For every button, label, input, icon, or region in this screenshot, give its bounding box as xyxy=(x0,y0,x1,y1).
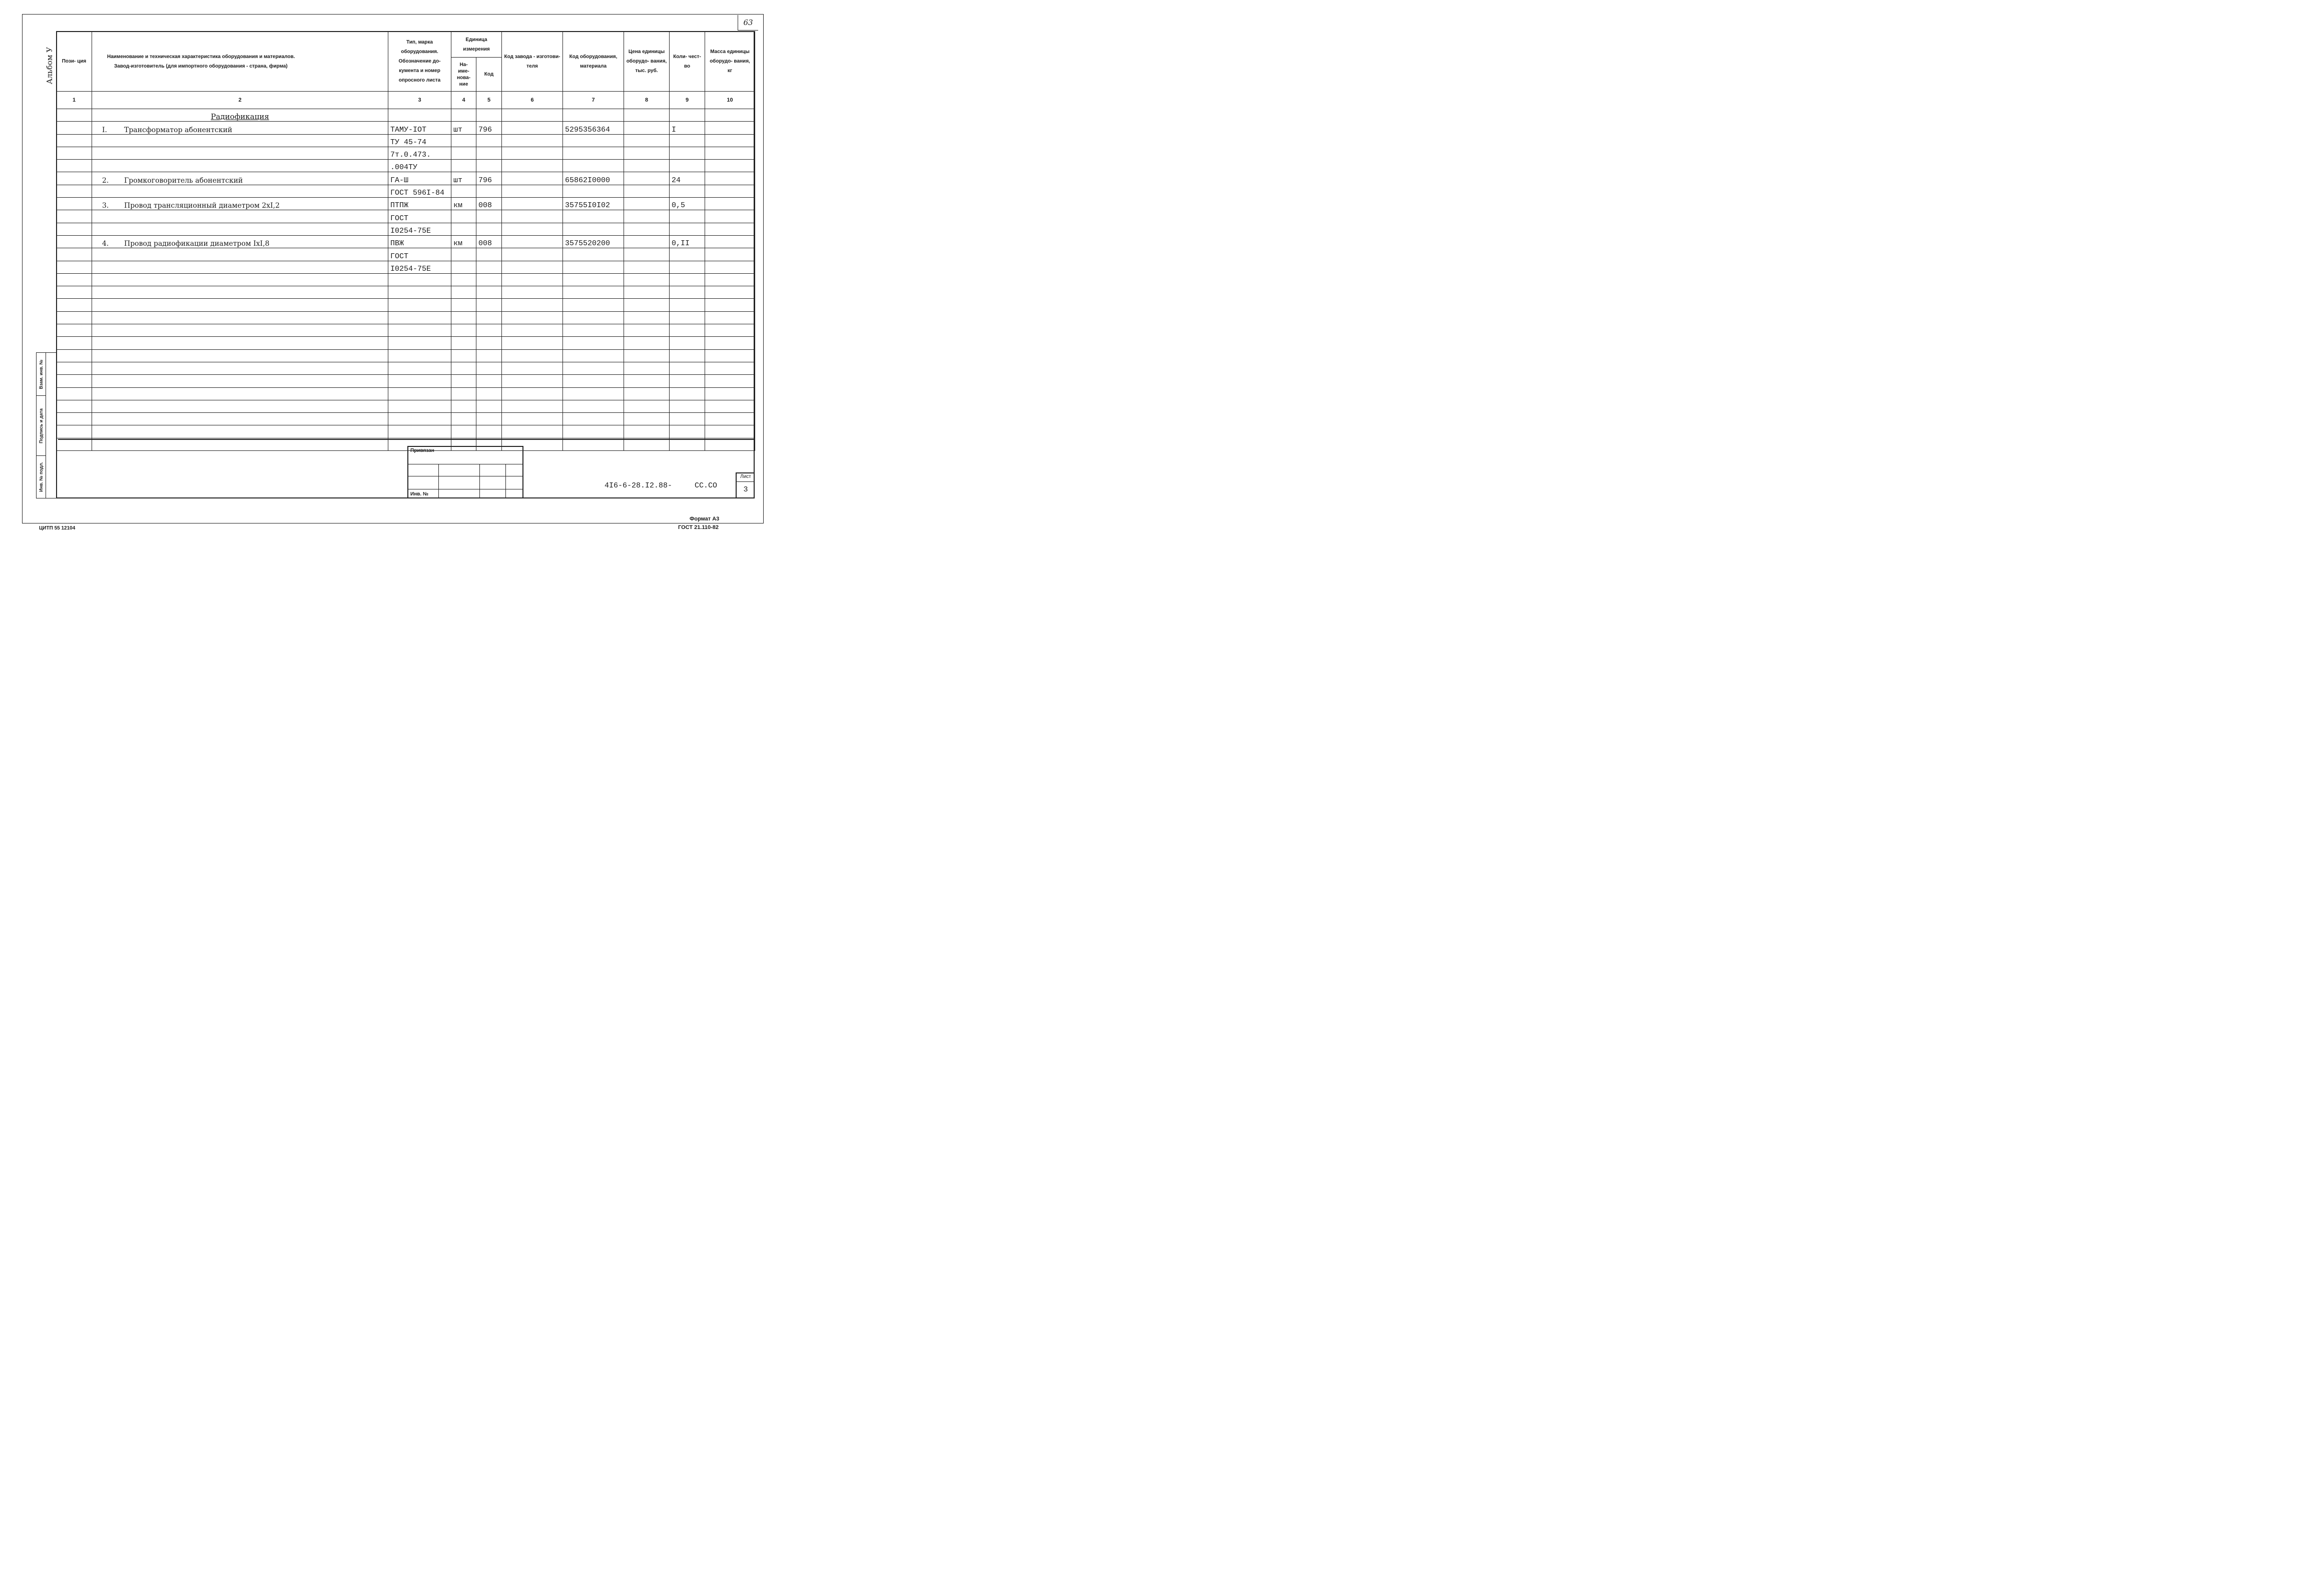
specification-table xyxy=(56,31,755,451)
table-row xyxy=(57,438,755,450)
header-mass: Масса единицы оборудо- вания, кг xyxy=(705,32,755,92)
table-row xyxy=(57,160,755,172)
format-label: Формат А3 xyxy=(690,516,720,522)
item-quantity: I xyxy=(670,122,705,134)
header-quantity: Коли- чест- во xyxy=(670,32,705,92)
item-number: I. xyxy=(102,126,107,134)
album-label: Альбом У xyxy=(45,47,54,85)
table-row xyxy=(57,235,755,248)
item-type: ГОСТ xyxy=(388,248,451,261)
table-row xyxy=(57,349,755,362)
table-row xyxy=(57,375,755,387)
column-number: 3 xyxy=(388,92,451,109)
header-position: Пози- ция xyxy=(57,32,92,92)
table-row xyxy=(57,400,755,412)
item-quantity: 24 xyxy=(670,172,705,185)
header-unit-name: На- име- нова- ние xyxy=(451,58,476,92)
table-row xyxy=(57,223,755,235)
item-type: ПТПЖ xyxy=(388,198,451,210)
item-number: 2. xyxy=(102,176,109,185)
header-name xyxy=(92,32,388,92)
item-unit: шт xyxy=(451,172,476,185)
item-unit-code: 008 xyxy=(476,235,502,248)
column-number: 2 xyxy=(92,92,388,109)
item-name: Трансформатор абонентский xyxy=(124,126,233,134)
item-type: ТАМУ-IOT xyxy=(388,122,451,134)
item-equipment-code: 5295356364 xyxy=(563,122,624,134)
column-number: 8 xyxy=(624,92,670,109)
stamp-inv-no: Инв. № xyxy=(410,491,429,497)
table-row xyxy=(57,337,755,349)
table-body xyxy=(57,109,755,451)
item-type: I0254-75Е xyxy=(388,223,451,235)
column-number: 4 xyxy=(451,92,476,109)
table-row xyxy=(57,324,755,337)
strip-inv-podl: Инв. № подл. xyxy=(39,462,44,492)
item-unit-code: 796 xyxy=(476,122,502,134)
header-unit-group: Единица измерения xyxy=(451,32,502,58)
approval-strip xyxy=(36,352,57,498)
header-price: Цена единицы оборудо- вания, тыс. руб. xyxy=(624,32,670,92)
table-row xyxy=(57,387,755,400)
column-number: 6 xyxy=(502,92,563,109)
item-name: Провод радиофикации диаметром IхI,8 xyxy=(124,240,270,248)
table-row xyxy=(57,273,755,286)
strip-podpis: Подпись и дата xyxy=(37,396,46,456)
header-unit-code: Код xyxy=(476,58,502,92)
section-row xyxy=(57,109,755,122)
item-unit-code: 796 xyxy=(476,172,502,185)
table-row xyxy=(57,198,755,210)
header-name-line2: Завод-изготовитель (для импортного оборудования - страна, фирма) xyxy=(114,63,288,69)
cintp-label: ЦИТП 55 12104 xyxy=(39,525,76,531)
item-number: 3. xyxy=(102,202,109,210)
item-unit: шт xyxy=(451,122,476,134)
document-code: 4I6-6-28.I2.88- СС.СО xyxy=(605,481,718,490)
sheet-value: 3 xyxy=(743,485,748,494)
table-row xyxy=(57,185,755,197)
page-number: 63 xyxy=(738,15,758,31)
table-row xyxy=(57,311,755,324)
item-quantity: 0,5 xyxy=(670,198,705,210)
table-row xyxy=(57,172,755,185)
item-number: 4. xyxy=(102,240,109,248)
attachment-stamp xyxy=(407,446,523,498)
column-numbers-row xyxy=(57,92,755,109)
item-name: Громкоговоритель абонентский xyxy=(124,176,243,185)
stamp-privyazan: Привязан xyxy=(410,448,434,453)
table-row xyxy=(57,261,755,273)
sheet-label: Лист xyxy=(737,472,755,482)
section-title: Радиофикация xyxy=(92,109,388,122)
header-name-line1: Наименование и техническая характеристика оборудования и материалов. xyxy=(107,54,295,60)
item-unit: км xyxy=(451,198,476,210)
column-number: 10 xyxy=(705,92,755,109)
header-type: Тип, марка оборудования. Обозначение до- кумента и номер опросного листа xyxy=(388,32,451,92)
column-number: 7 xyxy=(563,92,624,109)
item-type: I0254-75Е xyxy=(388,261,451,273)
table-row xyxy=(57,362,755,374)
item-unit: км xyxy=(451,235,476,248)
item-equipment-code: 35755I0I02 xyxy=(563,198,624,210)
table-row xyxy=(57,147,755,159)
title-block-line xyxy=(58,439,754,440)
column-number: 9 xyxy=(670,92,705,109)
item-type: ГОСТ 596I-84 xyxy=(388,185,451,197)
column-number: 1 xyxy=(57,92,92,109)
item-equipment-code: 65862I0000 xyxy=(563,172,624,185)
item-type: ПВЖ xyxy=(388,235,451,248)
table-row xyxy=(57,248,755,261)
item-quantity: 0,II xyxy=(670,235,705,248)
table-row xyxy=(57,134,755,147)
table-row xyxy=(57,286,755,299)
header-plant-code: Код завода - изготови- теля xyxy=(502,32,563,92)
table-row xyxy=(57,210,755,223)
item-type: ГОСТ xyxy=(388,210,451,223)
item-type: ТУ 45-74 xyxy=(388,134,451,147)
column-number: 5 xyxy=(476,92,502,109)
item-type: ГА-Ш xyxy=(388,172,451,185)
item-equipment-code: 3575520200 xyxy=(563,235,624,248)
item-name: Провод трансляционный диаметром 2хI,2 xyxy=(124,202,280,210)
table-row xyxy=(57,122,755,134)
sheet-box xyxy=(736,472,755,498)
item-unit-code: 008 xyxy=(476,198,502,210)
item-type: 7т.0.473. xyxy=(388,147,451,159)
table-row xyxy=(57,425,755,438)
table-row xyxy=(57,413,755,425)
table-row xyxy=(57,299,755,311)
gost-label: ГОСТ 21.110-82 xyxy=(678,524,719,530)
strip-vzam: Взам. инв. № xyxy=(37,353,46,396)
item-type: .004ТУ xyxy=(388,160,451,172)
header-equipment-code: Код оборудования, материала xyxy=(563,32,624,92)
